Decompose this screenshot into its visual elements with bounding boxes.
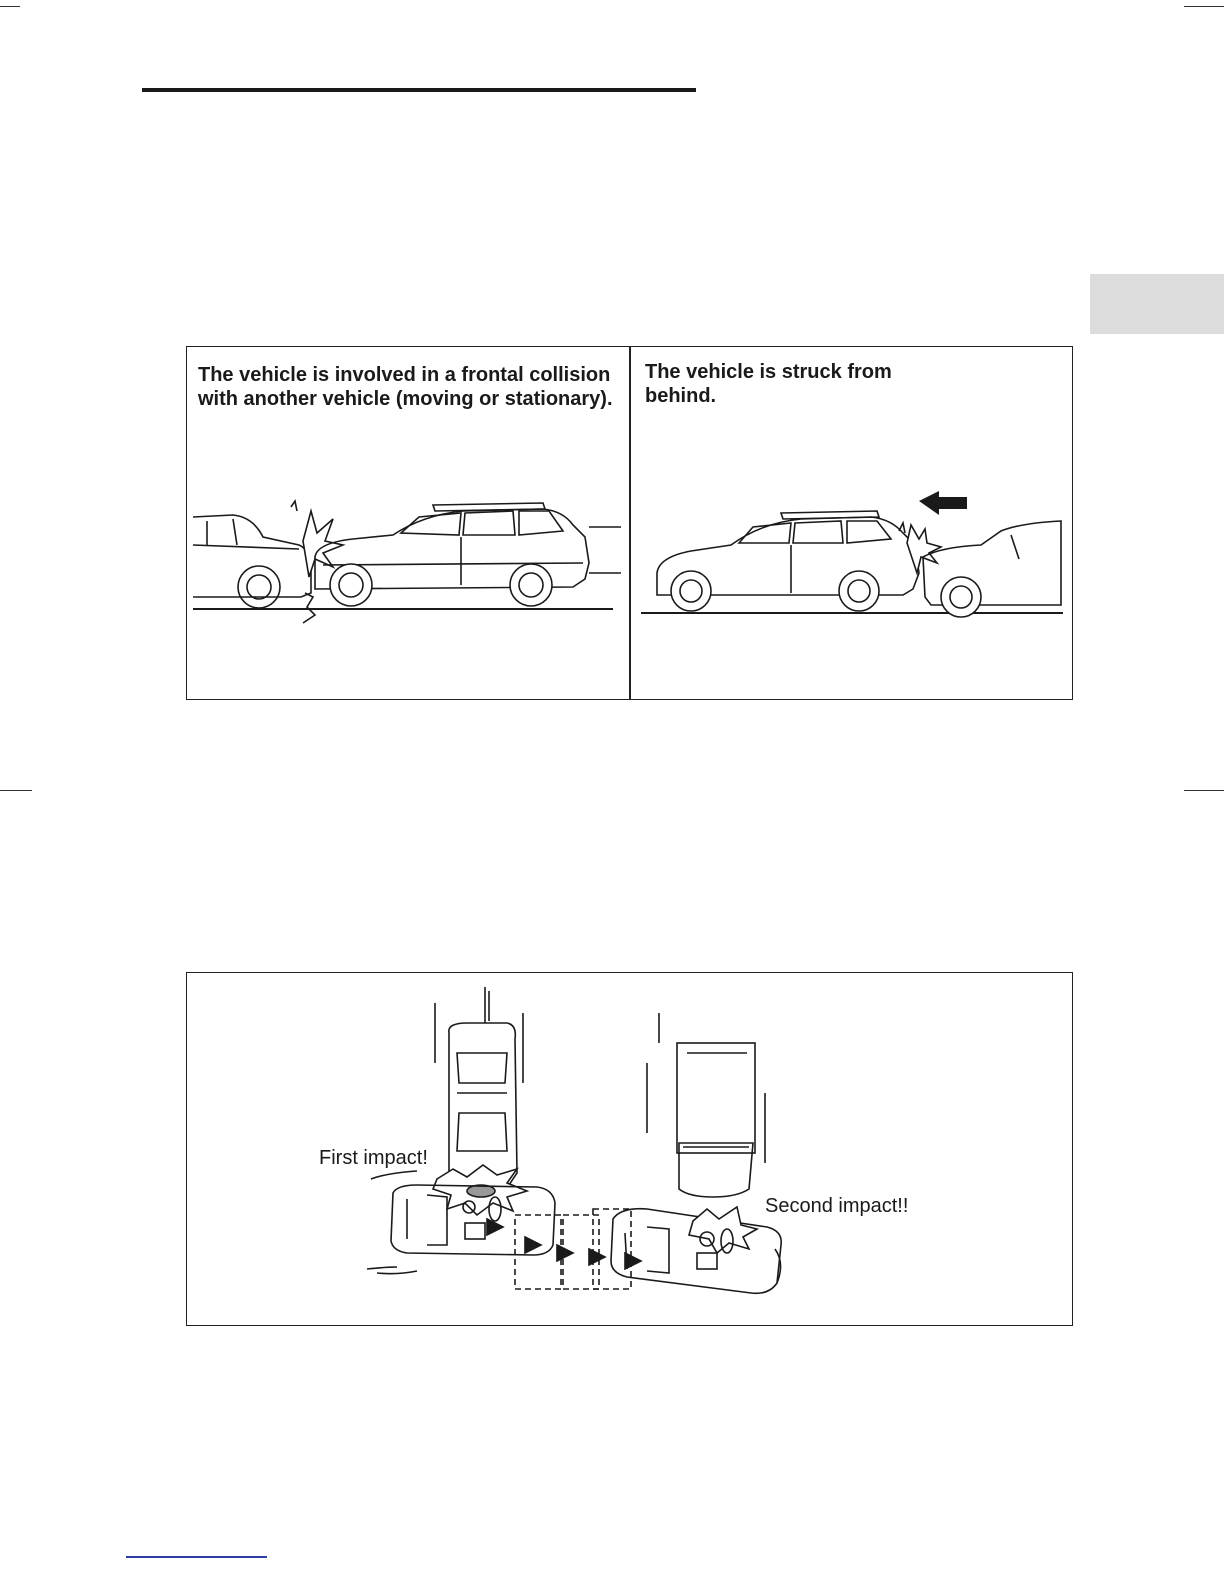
first-impact-label: First impact! xyxy=(319,1147,428,1169)
rear-collision-caption: The vehicle is struck from behind. xyxy=(645,361,892,407)
second-impact-label: Second impact!! xyxy=(765,1195,909,1217)
footer-link-underline[interactable] xyxy=(126,1556,267,1558)
multiple-impact-illustration xyxy=(357,983,807,1313)
crop-mark-top-left xyxy=(0,6,20,7)
section-heading-rule xyxy=(142,88,696,92)
crop-mark-mid-right xyxy=(1184,790,1224,791)
frontal-collision-illustration xyxy=(193,497,623,627)
multiple-impact-figure xyxy=(186,972,1073,1326)
rear-collision-illustration xyxy=(641,487,1067,627)
frontal-collision-caption: The vehicle is involved in a frontal collision with another vehicle (moving or stationary). xyxy=(198,364,613,410)
crop-mark-mid-left xyxy=(0,790,32,791)
collision-scenarios-figure xyxy=(186,346,1073,700)
chapter-side-tab xyxy=(1090,274,1224,334)
crop-mark-top-right xyxy=(1184,6,1224,7)
figure-divider xyxy=(629,347,631,699)
